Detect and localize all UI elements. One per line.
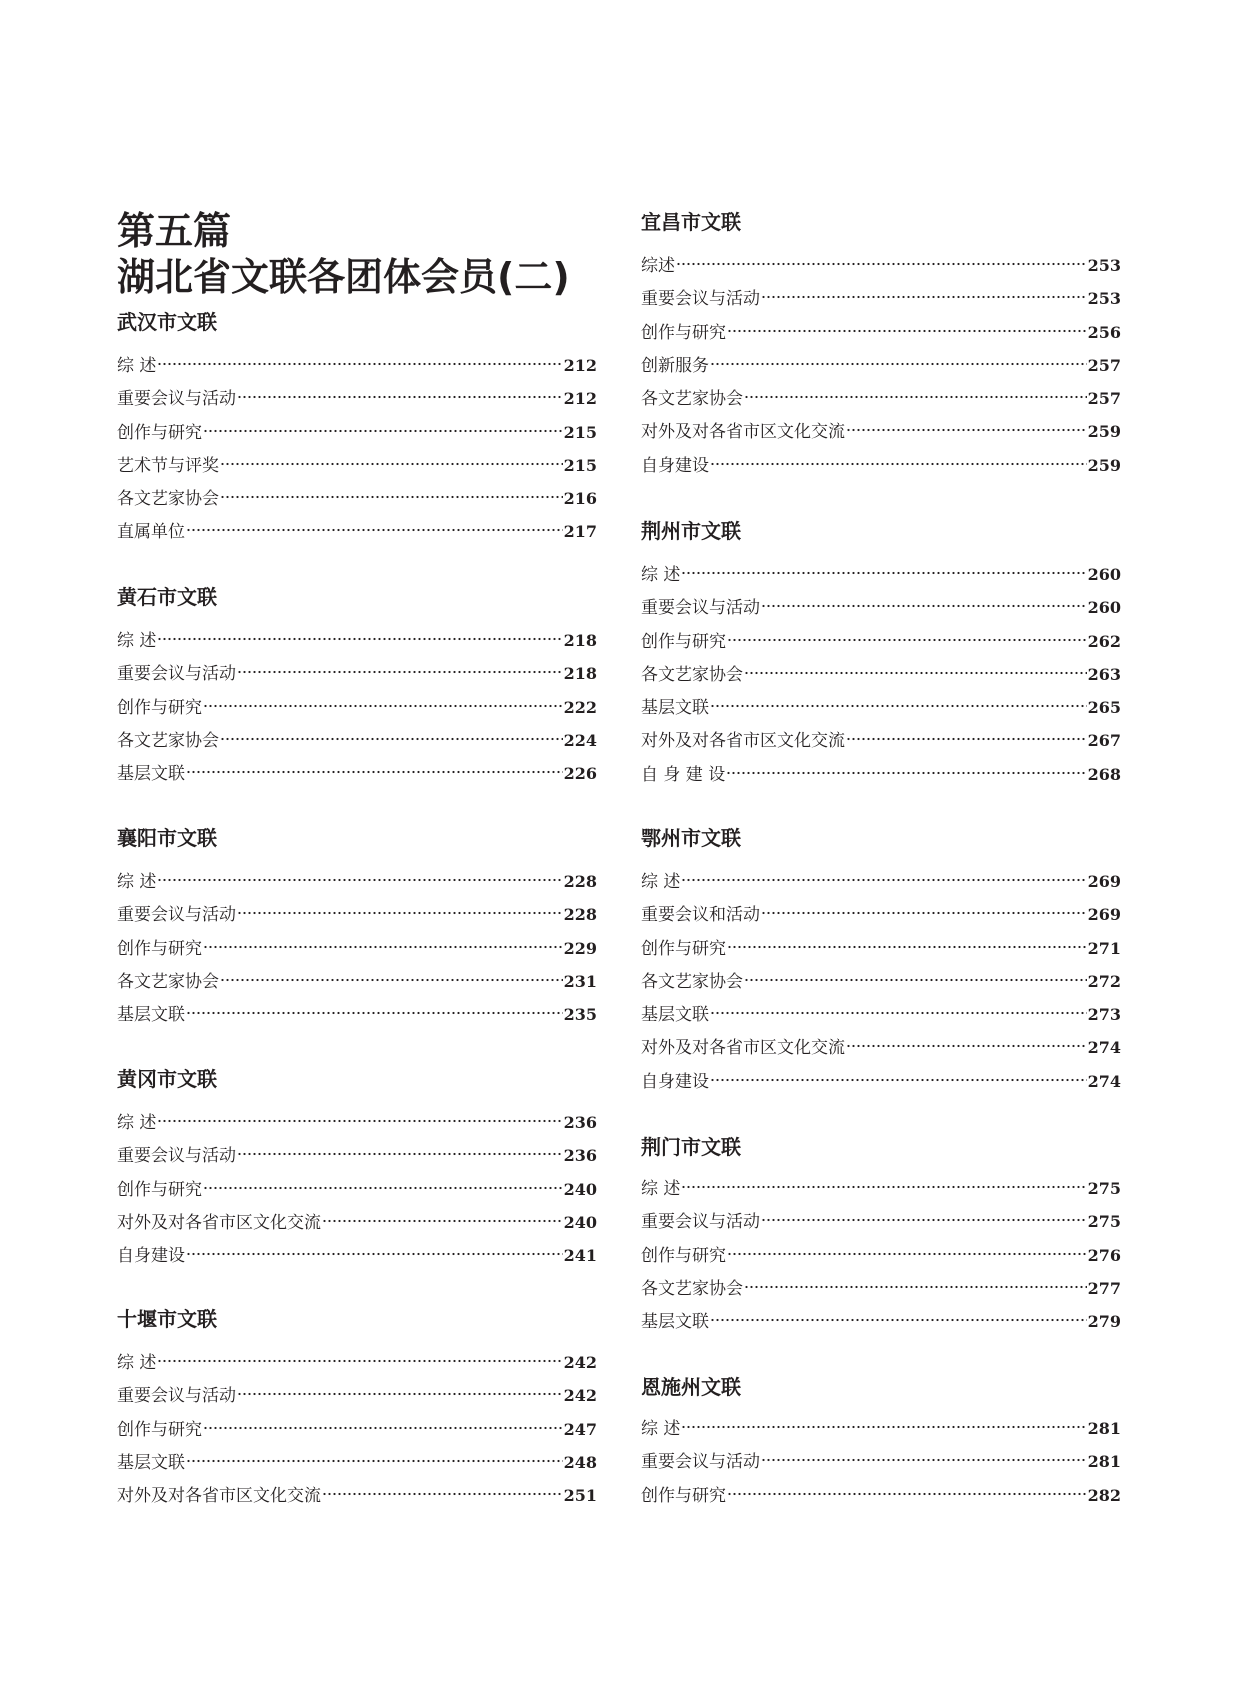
dot-leader bbox=[220, 461, 563, 467]
entry-page-number: 228 bbox=[563, 905, 597, 925]
dot-leader bbox=[237, 394, 563, 400]
entry-label: 创作与研究 bbox=[117, 697, 202, 718]
entry-page-number: 242 bbox=[563, 1353, 597, 1372]
section-heading: 荆州市文联 bbox=[641, 519, 741, 543]
entry-page-number: 236 bbox=[563, 1146, 597, 1166]
entry-label: 综 述 bbox=[117, 631, 157, 651]
entry-label: 基层文联 bbox=[117, 1452, 185, 1473]
toc-entry[interactable] bbox=[641, 316, 1121, 349]
entry-label: 对外及对各省市区文化交流 bbox=[117, 1486, 321, 1507]
toc-entry[interactable] bbox=[117, 1446, 597, 1479]
toc-entry[interactable] bbox=[641, 558, 1121, 591]
dot-leader bbox=[710, 1077, 1087, 1083]
section-heading: 黄冈市文联 bbox=[117, 1067, 217, 1091]
toc-entry[interactable] bbox=[641, 282, 1121, 315]
entry-page-number: 242 bbox=[563, 1386, 597, 1406]
part-subtitle: 湖北省文联各团体会员(二) bbox=[117, 255, 570, 299]
dot-leader bbox=[681, 570, 1086, 576]
toc-entry[interactable] bbox=[641, 1305, 1121, 1338]
toc-entry[interactable] bbox=[641, 724, 1121, 757]
toc-entry[interactable] bbox=[641, 1065, 1121, 1098]
entry-page-number: 260 bbox=[1087, 598, 1121, 618]
entry-label: 创作与研究 bbox=[117, 1419, 202, 1440]
dot-leader bbox=[237, 1391, 563, 1397]
dot-leader bbox=[157, 1118, 562, 1124]
entry-label: 基层文联 bbox=[117, 1005, 185, 1026]
entry-page-number: 240 bbox=[563, 1212, 597, 1232]
entry-label: 创作与研究 bbox=[641, 938, 726, 959]
toc-entry[interactable] bbox=[641, 1479, 1121, 1512]
dot-leader bbox=[727, 944, 1087, 950]
toc-entry[interactable] bbox=[641, 1272, 1121, 1305]
entry-page-number: 212 bbox=[563, 389, 597, 409]
dot-leader bbox=[744, 977, 1087, 983]
toc-entry[interactable] bbox=[117, 1346, 597, 1379]
entry-page-number: 257 bbox=[1087, 355, 1121, 375]
toc-entry[interactable] bbox=[641, 691, 1121, 724]
entry-label: 重要会议与活动 bbox=[117, 1146, 236, 1167]
toc-entry[interactable] bbox=[641, 1445, 1121, 1478]
entry-page-number: 229 bbox=[563, 938, 597, 958]
dot-leader bbox=[681, 1184, 1086, 1190]
toc-entry[interactable] bbox=[641, 415, 1121, 448]
dot-leader bbox=[186, 527, 563, 533]
entry-label: 创作与研究 bbox=[641, 631, 726, 652]
entry-page-number: 247 bbox=[563, 1419, 597, 1439]
dot-leader bbox=[186, 1010, 563, 1016]
dot-leader bbox=[761, 910, 1087, 916]
entry-page-number: 231 bbox=[563, 971, 597, 991]
dot-leader bbox=[186, 1458, 563, 1464]
toc-entry[interactable] bbox=[117, 482, 597, 515]
entry-page-number: 215 bbox=[563, 455, 597, 475]
toc-section-huanggang bbox=[117, 1066, 597, 1272]
entry-label: 各文艺家协会 bbox=[641, 1278, 743, 1299]
toc-section-jingmen bbox=[641, 1134, 1121, 1338]
toc-entry[interactable] bbox=[641, 591, 1121, 624]
entry-label: 重要会议与活动 bbox=[117, 905, 236, 926]
toc-section-shiyan bbox=[117, 1306, 597, 1512]
dot-leader bbox=[322, 1218, 563, 1224]
dot-leader bbox=[710, 361, 1087, 367]
entry-page-number: 275 bbox=[1087, 1179, 1121, 1198]
entry-page-number: 262 bbox=[1087, 631, 1121, 651]
dot-leader bbox=[186, 1251, 563, 1257]
toc-entry[interactable] bbox=[117, 691, 597, 724]
entry-label: 重要会议与活动 bbox=[117, 664, 236, 685]
dot-leader bbox=[220, 494, 563, 500]
entry-label: 各文艺家协会 bbox=[641, 971, 743, 992]
dot-leader bbox=[761, 603, 1087, 609]
dot-leader bbox=[727, 637, 1087, 643]
entry-page-number: 253 bbox=[1087, 256, 1121, 275]
entry-label: 艺术节与评奖 bbox=[117, 455, 219, 476]
entry-page-number: 259 bbox=[1087, 422, 1121, 442]
section-heading: 黄石市文联 bbox=[117, 585, 217, 609]
dot-leader bbox=[322, 1491, 563, 1497]
section-heading: 鄂州市文联 bbox=[641, 826, 741, 850]
entry-label: 重要会议和活动 bbox=[641, 905, 760, 926]
dot-leader bbox=[237, 910, 563, 916]
dot-leader bbox=[237, 1151, 563, 1157]
dot-leader bbox=[157, 877, 562, 883]
entry-label: 自身建设 bbox=[641, 455, 709, 476]
toc-section-enshi bbox=[641, 1374, 1121, 1512]
entry-page-number: 212 bbox=[563, 356, 597, 375]
entry-label: 基层文联 bbox=[641, 1005, 709, 1026]
toc-entry[interactable] bbox=[117, 1479, 597, 1512]
toc-entry[interactable] bbox=[641, 449, 1121, 482]
entry-label: 各文艺家协会 bbox=[641, 389, 743, 410]
entry-page-number: 277 bbox=[1087, 1278, 1121, 1298]
dot-leader bbox=[237, 669, 563, 675]
entry-label: 综 述 bbox=[641, 872, 681, 892]
dot-leader bbox=[203, 1425, 563, 1431]
dot-leader bbox=[727, 1251, 1087, 1257]
dot-leader bbox=[761, 1217, 1087, 1223]
toc-entry[interactable] bbox=[641, 1031, 1121, 1064]
entry-page-number: 235 bbox=[563, 1005, 597, 1025]
entry-page-number: 218 bbox=[563, 664, 597, 684]
toc-entry[interactable] bbox=[641, 1412, 1121, 1445]
toc-entry[interactable] bbox=[117, 757, 597, 790]
entry-page-number: 222 bbox=[563, 697, 597, 717]
entry-label: 对外及对各省市区文化交流 bbox=[641, 422, 845, 443]
toc-section-xiangyang bbox=[117, 825, 597, 1031]
entry-label: 综 述 bbox=[641, 1179, 681, 1199]
dot-leader bbox=[761, 294, 1087, 300]
dot-leader bbox=[727, 1491, 1087, 1497]
dot-leader bbox=[681, 877, 1086, 883]
toc-entry[interactable] bbox=[117, 724, 597, 757]
entry-page-number: 267 bbox=[1087, 731, 1121, 751]
toc-entry[interactable] bbox=[117, 865, 597, 898]
entry-label: 综 述 bbox=[641, 1419, 681, 1439]
section-heading: 宜昌市文联 bbox=[641, 210, 741, 234]
entry-page-number: 273 bbox=[1087, 1005, 1121, 1025]
entry-page-number: 269 bbox=[1087, 905, 1121, 925]
dot-leader bbox=[727, 328, 1087, 334]
toc-entry[interactable] bbox=[117, 1206, 597, 1239]
toc-entry[interactable] bbox=[641, 965, 1121, 998]
entry-label: 直属单位 bbox=[117, 522, 185, 543]
toc-entry[interactable] bbox=[641, 349, 1121, 382]
entry-label: 自身建设 bbox=[641, 1071, 709, 1092]
entry-label: 综 述 bbox=[117, 356, 157, 376]
entry-page-number: 271 bbox=[1087, 938, 1121, 958]
dot-leader bbox=[846, 736, 1087, 742]
toc-entry[interactable] bbox=[117, 1106, 597, 1139]
toc-section-yichang bbox=[641, 209, 1121, 482]
toc-entry[interactable] bbox=[117, 1379, 597, 1412]
entry-label: 对外及对各省市区文化交流 bbox=[641, 731, 845, 752]
entry-page-number: 259 bbox=[1087, 455, 1121, 475]
entry-label: 创作与研究 bbox=[641, 1485, 726, 1506]
dot-leader bbox=[846, 1043, 1087, 1049]
dot-leader bbox=[744, 394, 1087, 400]
toc-entry[interactable] bbox=[117, 416, 597, 449]
dot-leader bbox=[710, 1010, 1087, 1016]
entry-page-number: 265 bbox=[1087, 698, 1121, 718]
toc-entry[interactable] bbox=[117, 1139, 597, 1172]
entry-page-number: 260 bbox=[1087, 565, 1121, 584]
entry-page-number: 251 bbox=[563, 1486, 597, 1506]
entry-page-number: 269 bbox=[1087, 872, 1121, 891]
dot-leader bbox=[220, 736, 563, 742]
toc-entry[interactable] bbox=[641, 625, 1121, 658]
part-title: 第五篇 bbox=[117, 209, 232, 253]
toc-entry[interactable] bbox=[117, 965, 597, 998]
entry-label: 重要会议与活动 bbox=[641, 289, 760, 310]
toc-entry[interactable] bbox=[641, 898, 1121, 931]
entry-label: 综 述 bbox=[641, 565, 681, 585]
toc-entry[interactable] bbox=[117, 515, 597, 548]
section-heading: 荆门市文联 bbox=[641, 1135, 741, 1159]
section-heading: 武汉市文联 bbox=[117, 310, 217, 334]
entry-page-number: 215 bbox=[563, 422, 597, 442]
entry-label: 各文艺家协会 bbox=[117, 730, 219, 751]
toc-entry[interactable] bbox=[641, 1239, 1121, 1272]
toc-entry[interactable] bbox=[641, 758, 1121, 791]
entry-label: 重要会议与活动 bbox=[117, 1386, 236, 1407]
entry-page-number: 224 bbox=[563, 730, 597, 750]
entry-label: 基层文联 bbox=[117, 764, 185, 785]
entry-label: 对外及对各省市区文化交流 bbox=[641, 1038, 845, 1059]
entry-page-number: 248 bbox=[563, 1452, 597, 1472]
entry-label: 基层文联 bbox=[641, 698, 709, 719]
entry-page-number: 228 bbox=[563, 872, 597, 891]
dot-leader bbox=[203, 703, 563, 709]
dot-leader bbox=[220, 977, 563, 983]
dot-leader bbox=[203, 428, 563, 434]
entry-label: 创作与研究 bbox=[641, 1245, 726, 1266]
entry-label: 自 身 建 设 bbox=[641, 764, 726, 785]
dot-leader bbox=[710, 1317, 1087, 1323]
entry-label: 各文艺家协会 bbox=[641, 664, 743, 685]
entry-label: 重要会议与活动 bbox=[117, 389, 236, 410]
entry-page-number: 281 bbox=[1087, 1419, 1121, 1438]
entry-label: 创新服务 bbox=[641, 355, 709, 376]
entry-label: 综 述 bbox=[117, 872, 157, 892]
toc-entry[interactable] bbox=[117, 1173, 597, 1206]
entry-page-number: 241 bbox=[563, 1246, 597, 1266]
entry-label: 各文艺家协会 bbox=[117, 971, 219, 992]
entry-label: 综 述 bbox=[117, 1113, 157, 1133]
entry-label: 创作与研究 bbox=[117, 1179, 202, 1200]
toc-entry[interactable] bbox=[117, 349, 597, 382]
dot-leader bbox=[157, 1358, 562, 1364]
entry-page-number: 274 bbox=[1087, 1038, 1121, 1058]
entry-page-number: 275 bbox=[1087, 1212, 1121, 1232]
entry-page-number: 268 bbox=[1087, 764, 1121, 784]
entry-page-number: 240 bbox=[563, 1179, 597, 1199]
entry-page-number: 216 bbox=[563, 489, 597, 509]
toc-entry[interactable] bbox=[117, 382, 597, 415]
entry-label: 综述 bbox=[641, 256, 675, 276]
entry-label: 创作与研究 bbox=[117, 938, 202, 959]
entry-page-number: 279 bbox=[1087, 1312, 1121, 1332]
entry-label: 基层文联 bbox=[641, 1312, 709, 1333]
dot-leader bbox=[203, 1185, 563, 1191]
toc-entry[interactable] bbox=[117, 932, 597, 965]
dot-leader bbox=[676, 261, 1087, 267]
dot-leader bbox=[744, 670, 1087, 676]
toc-entry[interactable] bbox=[117, 898, 597, 931]
entry-label: 重要会议与活动 bbox=[641, 1212, 760, 1233]
toc-section-ezhou bbox=[641, 825, 1121, 1098]
entry-page-number: 272 bbox=[1087, 971, 1121, 991]
section-heading: 恩施州文联 bbox=[641, 1375, 741, 1399]
entry-page-number: 217 bbox=[563, 522, 597, 542]
entry-page-number: 257 bbox=[1087, 389, 1121, 409]
entry-label: 重要会议与活动 bbox=[641, 598, 760, 619]
entry-page-number: 256 bbox=[1087, 322, 1121, 342]
entry-label: 对外及对各省市区文化交流 bbox=[117, 1212, 321, 1233]
toc-entry[interactable] bbox=[117, 998, 597, 1031]
toc-entry[interactable] bbox=[641, 998, 1121, 1031]
dot-leader bbox=[710, 461, 1087, 467]
dot-leader bbox=[846, 427, 1087, 433]
entry-label: 自身建设 bbox=[117, 1246, 185, 1267]
entry-page-number: 263 bbox=[1087, 664, 1121, 684]
dot-leader bbox=[726, 770, 1086, 776]
entry-page-number: 226 bbox=[563, 764, 597, 784]
entry-page-number: 281 bbox=[1087, 1452, 1121, 1472]
entry-page-number: 282 bbox=[1087, 1485, 1121, 1505]
toc-entry[interactable] bbox=[117, 657, 597, 690]
dot-leader bbox=[710, 703, 1087, 709]
toc-entry[interactable] bbox=[117, 624, 597, 657]
section-heading: 十堰市文联 bbox=[117, 1307, 217, 1331]
entry-page-number: 253 bbox=[1087, 289, 1121, 309]
toc-section-huangshi bbox=[117, 584, 597, 790]
entry-label: 重要会议与活动 bbox=[641, 1452, 760, 1473]
toc-entry[interactable] bbox=[117, 1413, 597, 1446]
dot-leader bbox=[157, 361, 562, 367]
toc-entry[interactable] bbox=[117, 1239, 597, 1272]
entry-page-number: 218 bbox=[563, 631, 597, 650]
entry-label: 创作与研究 bbox=[641, 322, 726, 343]
dot-leader bbox=[761, 1457, 1087, 1463]
entry-page-number: 274 bbox=[1087, 1071, 1121, 1091]
dot-leader bbox=[203, 944, 563, 950]
toc-entry[interactable] bbox=[641, 249, 1121, 282]
toc-entry[interactable] bbox=[641, 382, 1121, 415]
dot-leader bbox=[744, 1284, 1087, 1290]
dot-leader bbox=[681, 1424, 1086, 1430]
entry-label: 创作与研究 bbox=[117, 422, 202, 443]
toc-section-jingzhou bbox=[641, 518, 1121, 791]
dot-leader bbox=[186, 769, 563, 775]
entry-label: 综 述 bbox=[117, 1353, 157, 1373]
dot-leader bbox=[157, 636, 562, 642]
toc-entry[interactable] bbox=[117, 449, 597, 482]
toc-entry[interactable] bbox=[641, 658, 1121, 691]
toc-entry[interactable] bbox=[641, 932, 1121, 965]
entry-label: 各文艺家协会 bbox=[117, 489, 219, 510]
entry-page-number: 276 bbox=[1087, 1245, 1121, 1265]
toc-entry[interactable] bbox=[641, 865, 1121, 898]
toc-entry[interactable] bbox=[641, 1172, 1121, 1205]
toc-entry[interactable] bbox=[641, 1205, 1121, 1238]
toc-section-wuhan bbox=[117, 309, 597, 549]
section-heading: 襄阳市文联 bbox=[117, 826, 217, 850]
entry-page-number: 236 bbox=[563, 1113, 597, 1132]
